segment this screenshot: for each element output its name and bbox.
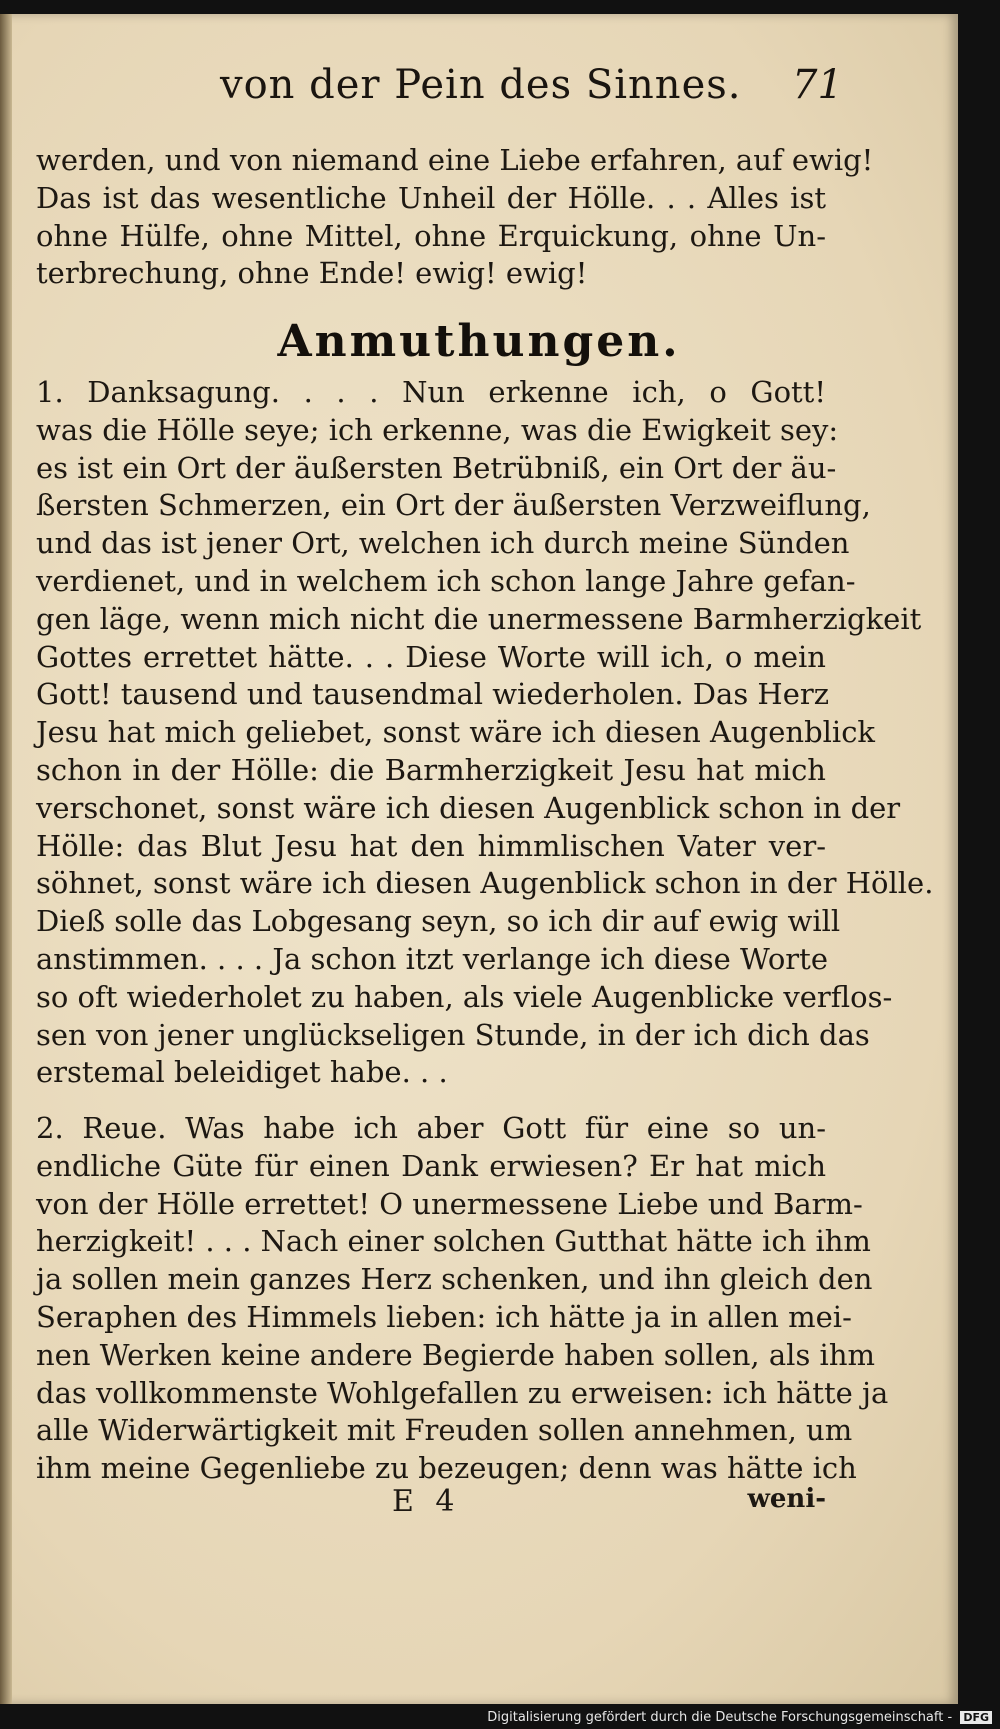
text-line: alle Widerwärtigkeit mit Freuden sollen annehmen, um [36, 1413, 853, 1448]
digitization-credit [487, 1710, 992, 1725]
text-line: terbrechung, ohne Ende! ewig! ewig! [36, 256, 588, 291]
text-line: Gottes errettet hätte. . . Diese Worte will ich, o mein [36, 639, 826, 674]
text-line: erstemal beleidiget habe. . . [36, 1055, 448, 1090]
page-footer [36, 1484, 826, 1524]
text-line: Das ist das wesentliche Unheil der Hölle. . . Alles ist [36, 180, 826, 215]
text-line: Seraphen des Himmels lieben: ich hätte ja in allen mei- [36, 1299, 852, 1334]
text-line: verschonet, sonst wäre ich diesen Augenblick schon in der [36, 790, 901, 825]
text-line: so oft wiederholet zu haben, als viele Augenblicke verflos- [36, 979, 893, 1014]
text-line: ßersten Schmerzen, ein Ort der äußersten Verzweiflung, [36, 488, 871, 523]
text-line: 1. Danksagung. . . . Nun erkenne ich, o Gott! [36, 375, 826, 409]
running-title: von der Pein des Sinnes. [220, 62, 742, 108]
text-line: ihm meine Gegenliebe zu bezeugen; denn was hätte ich [36, 1451, 857, 1486]
text-line: was die Hölle seye; ich erkenne, was die Ewigkeit sey: [36, 412, 839, 447]
text-line: anstimmen. . . . Ja schon itzt verlange ich diese Worte [36, 941, 828, 976]
text-line: gen läge, wenn mich nicht die unermessene Barmherzigkeit [36, 601, 922, 636]
page-gutter [0, 14, 12, 1704]
credit-text: Digitalisierung gefördert durch die Deutsche Forschungsgemeinschaft - [487, 1710, 953, 1725]
text-line: endliche Güte für einen Dank erwiesen? Er hat mich [36, 1148, 826, 1183]
text-line: das vollkommenste Wohlgefallen zu erweisen: ich hätte ja [36, 1375, 889, 1410]
text-line: ohne Hülfe, ohne Mittel, ohne Erquickung, ohne Un- [36, 218, 826, 253]
page-header [30, 62, 843, 118]
text-line: Gott! tausend und tausendmal wiederholen. Das Herz [36, 677, 830, 712]
dfg-logo-icon: DFG [960, 1711, 992, 1724]
section-heading: Anmuthungen. [277, 316, 681, 367]
text-line: werden, und von niemand eine Liebe erfahren, auf ewig! [36, 143, 874, 177]
text-line: Jesu hat mich geliebet, sonst wäre ich diesen Augenblick [36, 715, 876, 750]
text-line: und das ist jener Ort, welchen ich durch meine Sünden [36, 526, 850, 561]
text-line: es ist ein Ort der äußersten Betrübniß, ein Ort der äu- [36, 450, 837, 485]
text-line: herzigkeit! . . . Nach einer solchen Gutthat hätte ich ihm [36, 1224, 871, 1259]
text-line: 2. Reue. Was habe ich aber Gott für eine so un- [36, 1111, 826, 1145]
text-line: schon in der Hölle: die Barmherzigkeit Jesu hat mich [36, 752, 826, 787]
paragraph-reue [36, 1110, 889, 1488]
text-line: von der Hölle errettet! O unermessene Liebe und Barm- [36, 1186, 863, 1221]
text-line: sen von jener unglückseligen Stunde, in der ich dich das [36, 1017, 870, 1052]
text-line: ja sollen mein ganzes Herz schenken, und ihn gleich den [36, 1262, 873, 1297]
catchword: weni- [747, 1484, 826, 1514]
text-line: nen Werken keine andere Begierde haben sollen, als ihm [36, 1337, 875, 1372]
text-line: Dieß solle das Lobgesang seyn, so ich dir auf ewig will [36, 904, 841, 939]
text-line: söhnet, sonst wäre ich diesen Augenblick schon in der Hölle. [36, 866, 934, 901]
page-number: 71 [792, 62, 843, 108]
text-line: Hölle: das Blut Jesu hat den himmlischen Vater ver- [36, 828, 826, 863]
paragraph-continuation [36, 142, 874, 293]
printer-signature: E 4 [392, 1484, 461, 1519]
paragraph-danksagung [36, 374, 934, 1092]
text-line: verdienet, und in welchem ich schon lange Jahre gefan- [36, 563, 856, 598]
